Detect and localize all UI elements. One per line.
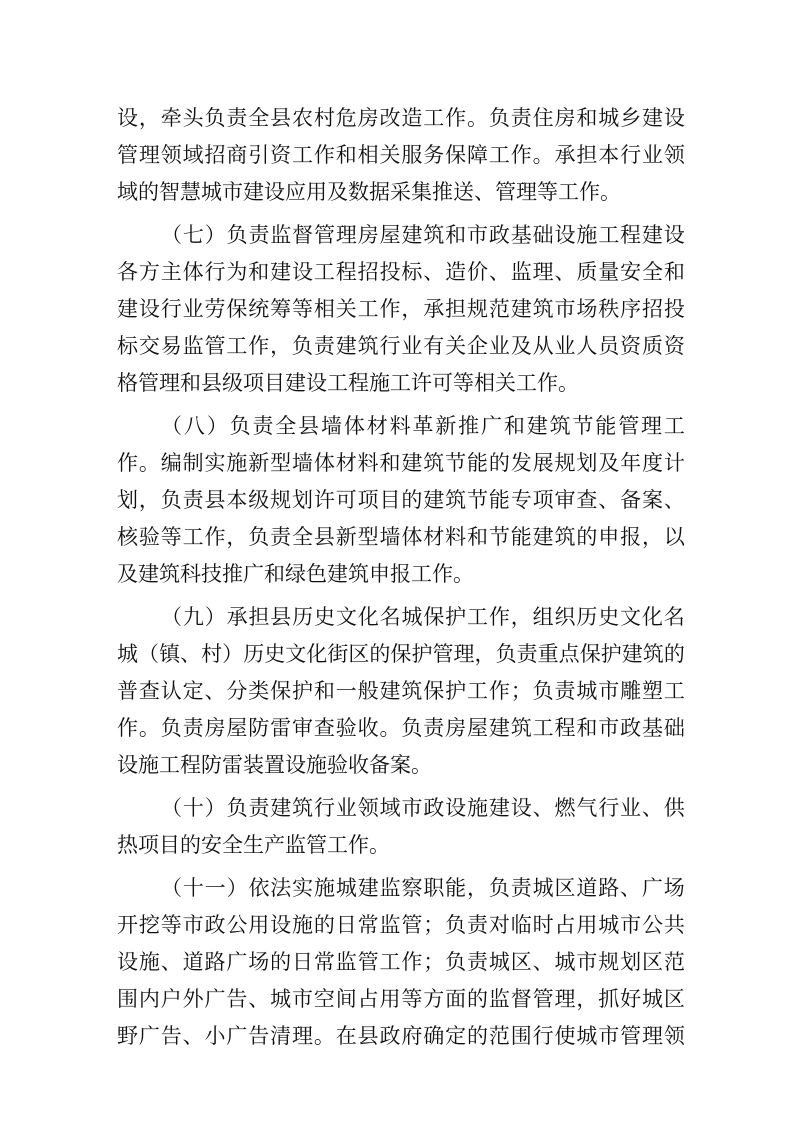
text-line: 设 施 、 道 路 广 场 的 日 常 监 管 工 作 ； 负 责 城 区 、 城 市 规 划 区 范 [117,950,685,974]
text-line: 域的智慧城市建设应用及数据采集推送、管理等工作。 [117,180,621,204]
text-line: 普 查 认 定 、 分 类 保 护 和 一 般 建 筑 保 护 工 作 ； 负 责 城 市 雕 塑 工 [117,679,685,703]
paragraph-first-line: （ 十 一 ） 依 法 实 施 城 建 监 察 职 能 ， 负 责 城 区 道 路 、 广 场 [161,876,685,900]
paragraph-first-line: （ 七 ） 负 责 监 督 管 理 房 屋 建 筑 和 市 政 基 础 设 施 工 程 建 设 [161,223,685,247]
text-line: 作 。 编 制 实 施 新 型 墙 体 材 料 和 建 筑 节 能 的 发 展 规 划 及 年 度 计 [117,451,685,475]
text-line: 围 内 户 外 广 告 、 城 市 空 间 占 用 等 方 面 的 监 督 管 理 ， 抓 好 城 区 [117,987,685,1011]
text-line: 设 ， 牵 头 负 责 全 县 农 村 危 房 改 造 工 作 。 负 责 住 房 和 城 乡 建 设 [117,106,685,130]
text-line: 设施工程防雷装置设施验收备案。 [117,753,432,777]
text-line: 作 。 负 责 房 屋 防 雷 审 查 验 收 。 负 责 房 屋 建 筑 工 程 和 市 政 基 础 [117,716,685,740]
body-text [117,100,685,1055]
text-line: 开 挖 等 市 政 公 用 设 施 的 日 常 监 管 ； 负 责 对 临 时 占 用 城 市 公 共 [117,913,685,937]
text-line: 及建筑科技推广和绿色建筑申报工作。 [117,562,474,586]
text-line: 建 设 行 业 劳 保 统 筹 等 相 关 工 作 ， 承 担 规 范 建 筑 市 场 秩 序 招 投 [117,297,685,321]
text-line: 热项目的安全生产监管工作。 [117,833,390,857]
text-line: 标 交 易 监 管 工 作 ， 负 责 建 筑 行 业 有 关 企 业 及 从 业 人 员 资 质 资 [117,334,685,358]
text-line: 划 ， 负 责 县 本 级 规 划 许 可 项 目 的 建 筑 节 能 专 项 审 查 、 备 案 、 [117,488,685,512]
text-line: 野 广 告 、 小 广 告 清 理 。 在 县 政 府 确 定 的 范 围 行 使 城 市 管 理 领 [117,1024,685,1048]
paragraph-first-line: （ 九 ） 承 担 县 历 史 文 化 名 城 保 护 工 作 ， 组 织 历 史 文 化 名 [161,605,685,629]
text-line: 各 方 主 体 行 为 和 建 设 工 程 招 投 标 、 造 价 、 监 理 、 质 量 安 全 和 [117,260,685,284]
text-line: 城 （ 镇 、 村 ） 历 史 文 化 街 区 的 保 护 管 理 ， 负 责 重 点 保 护 建 筑 的 [117,642,685,666]
text-line: 管 理 领 域 招 商 引 资 工 作 和 相 关 服 务 保 障 工 作 。 承 担 本 行 业 领 [117,143,685,167]
text-line: 格管理和县级项目建设工程施工许可等相关工作。 [117,371,579,395]
paragraph-first-line: （ 八 ） 负 责 全 县 墙 体 材 料 革 新 推 广 和 建 筑 节 能 管 理 工 [161,414,685,438]
text-line: 核 验 等 工 作 ， 负 责 全 县 新 型 墙 体 材 料 和 节 能 建 筑 的 申 报 ， 以 [117,525,685,549]
paragraph-first-line: （ 十 ） 负 责 建 筑 行 业 领 域 市 政 设 施 建 设 、 燃 气 行 业 、 供 [161,796,685,820]
